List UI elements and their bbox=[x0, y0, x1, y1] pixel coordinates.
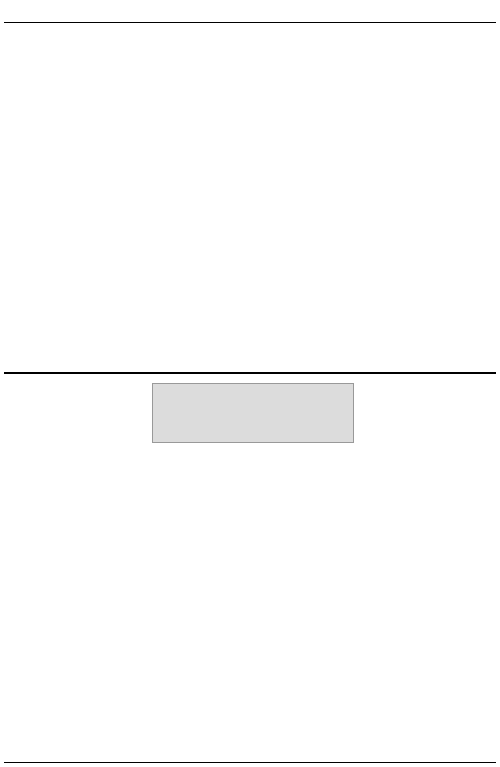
top-headline-box bbox=[222, 32, 492, 86]
masthead bbox=[0, 0, 500, 22]
footer-rule bbox=[4, 762, 496, 763]
section-divider bbox=[4, 372, 496, 374]
bottom-headline-box bbox=[152, 383, 354, 443]
masthead-rule bbox=[4, 22, 496, 23]
